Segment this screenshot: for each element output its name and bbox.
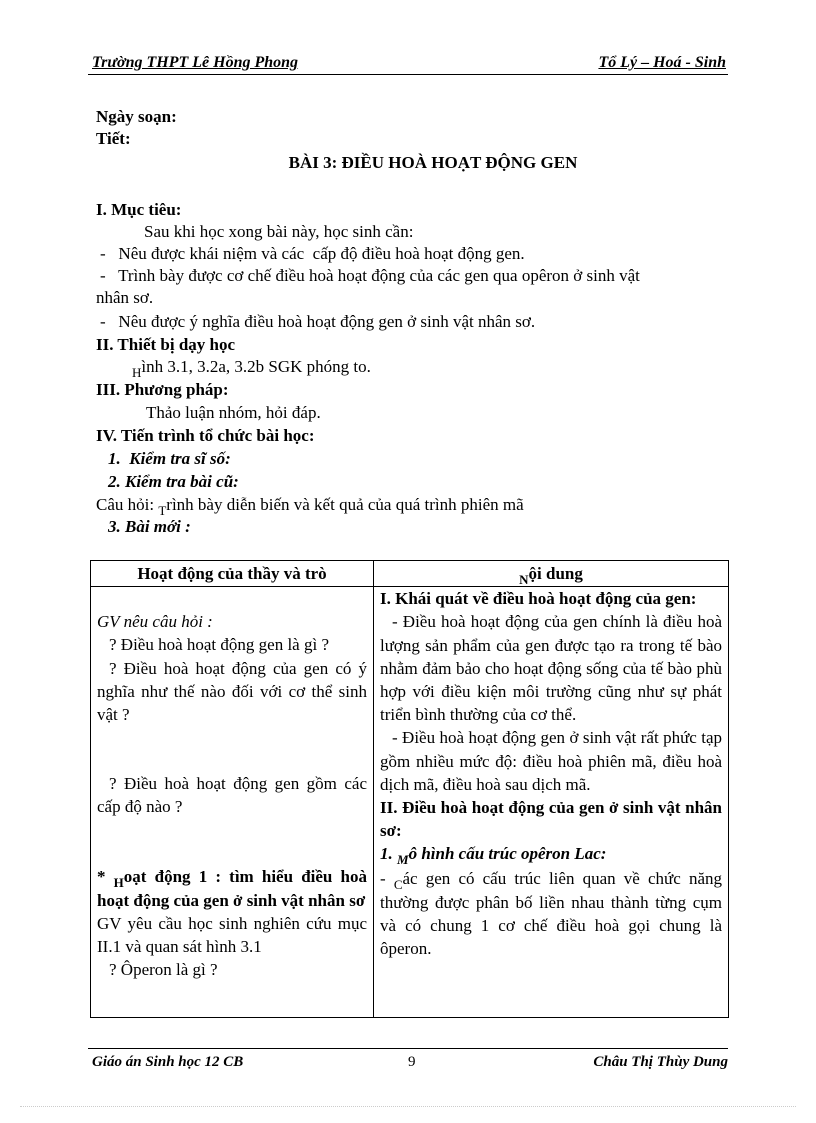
objective-item: - Nêu được ý nghĩa điều hoà hoạt động gen ở sinh vật nhân sơ. <box>100 312 536 331</box>
page-number: 9 <box>408 1054 416 1070</box>
drop-letter: N <box>519 572 529 587</box>
operon-paragraph-text: ác gen có cấu trúc liên quan về chức năng thường được phân bố liền nhau thành từng cụm và có chung 1 cơ chế điều hoà gọi chung là ôperon. <box>380 868 722 959</box>
activity-star: * <box>97 866 114 886</box>
period-label: Tiết: <box>96 129 131 148</box>
lesson-activity-table <box>90 560 729 1018</box>
lesson-title: BÀI 3: ĐIỀU HOÀ HOẠT ĐỘNG GEN <box>288 153 578 172</box>
content-paragraph <box>380 867 722 961</box>
question-item: ? Điều hoà hoạt động gen là gì ? <box>109 635 329 655</box>
header-department: Tổ Lý – Hoá - Sinh <box>598 54 726 71</box>
drop-letter: H <box>113 874 124 890</box>
objective-item: - Trình bày được cơ chế điều hoà hoạt động của các gen qua opêron ở sinh vật <box>100 266 640 285</box>
content-subheading-1 <box>380 842 722 866</box>
method-text: Thảo luận nhóm, hỏi đáp. <box>146 403 321 422</box>
question-item: ? Điều hoà hoạt động gen gồm các cấp độ nào ? <box>97 774 367 817</box>
objective-item-continued: nhân sơ. <box>96 288 154 307</box>
process-step-1: 1. Kiểm tra sĩ số: <box>108 449 231 468</box>
question-item: ? Điều hoà hoạt động của gen có ý nghĩa như thế nào đối với cơ thể sinh vật ? <box>97 658 367 725</box>
footer-rule <box>88 1048 728 1049</box>
drop-letter: H <box>132 365 142 380</box>
gv-question-label: GV nêu câu hỏi : <box>97 612 213 632</box>
equipment-body: ình 3.1, 3.2a, 3.2b SGK phóng to. <box>141 357 371 376</box>
equipment-heading: II. Thiết bị dạy học <box>96 335 236 354</box>
dash: - <box>380 868 394 888</box>
content-paragraph: - Điều hoà hoạt động gen ở sinh vật rất phức tạp gồm nhiều mức độ: điều hoà phiên mã, điều hoà dịch mã, điều hoà sau dịch mã. <box>380 728 722 794</box>
process-step-3: 3. Bài mới : <box>108 517 191 536</box>
activity-1-text: oạt động 1 : tìm hiểu điều hoà hoạt động của gen ở sinh vật nhân sơ <box>97 866 368 910</box>
question-text: rình bày diễn biến và kết quả của quá trình phiên mã <box>166 495 524 514</box>
objectives-intro: Sau khi học xong bài này, học sinh cần: <box>144 222 414 241</box>
content-paragraph: - Điều hoà hoạt động của gen chính là điều hoà lượng sản phẩm của gen được tạo ra trong tế bào nhằm đảm bảo cho hoạt động sống của tế bào phù hợp với điều kiện môi trường cũng như sự phát triển bình thường của cơ thể. <box>380 612 722 725</box>
process-step-2: 2. Kiểm tra bài cũ: <box>108 472 239 491</box>
subheading-number: 1. <box>380 844 397 864</box>
gv-request: GV yêu cầu học sinh nghiên cứu mục II.1 và quan sát hình 3.1 <box>97 914 367 957</box>
content-cell <box>374 587 729 1018</box>
objectives-heading: I. Mục tiêu: <box>96 200 182 219</box>
header-school: Trường THPT Lê Hồng Phong <box>92 54 299 71</box>
equipment-text <box>132 356 371 379</box>
table-header-row <box>91 561 729 587</box>
table-row <box>91 587 729 1018</box>
column-header-activities: Hoạt động của thầy và trò <box>91 561 374 587</box>
prep-date-label: Ngày soạn: <box>96 107 177 126</box>
content-heading-1: I. Khái quát về điều hoà hoạt động của gen: <box>380 589 697 609</box>
subheading-text: ô hình cấu trúc opêron Lac: <box>408 844 607 864</box>
content-heading-2: II. Điều hoà hoạt động của gen ở sinh vật nhân sơ: <box>380 798 722 841</box>
drop-letter: M <box>397 852 409 868</box>
method-heading: III. Phương pháp: <box>96 380 229 399</box>
footer-document-title: Giáo án Sinh học 12 CB <box>92 1054 244 1070</box>
objective-item: - Nêu được khái niệm và các cấp độ điều hoà hoạt động gen. <box>100 244 525 263</box>
column-header-content <box>374 561 729 587</box>
drop-letter: T <box>158 503 167 518</box>
footer-author: Châu Thị Thùy Dung <box>593 1054 728 1070</box>
column-header-content-text: ội dung <box>528 564 583 583</box>
review-question <box>96 494 524 517</box>
process-heading: IV. Tiến trình tổ chức bài học: <box>96 426 315 445</box>
question-item: ? Ôperon là gì ? <box>109 960 218 980</box>
teacher-student-activities-cell <box>91 587 374 1018</box>
activity-1-heading <box>97 865 367 912</box>
header-rule <box>88 74 728 75</box>
page-edge-divider <box>20 1106 796 1107</box>
question-label: Câu hỏi: <box>96 495 159 514</box>
drop-letter: C <box>393 876 403 892</box>
